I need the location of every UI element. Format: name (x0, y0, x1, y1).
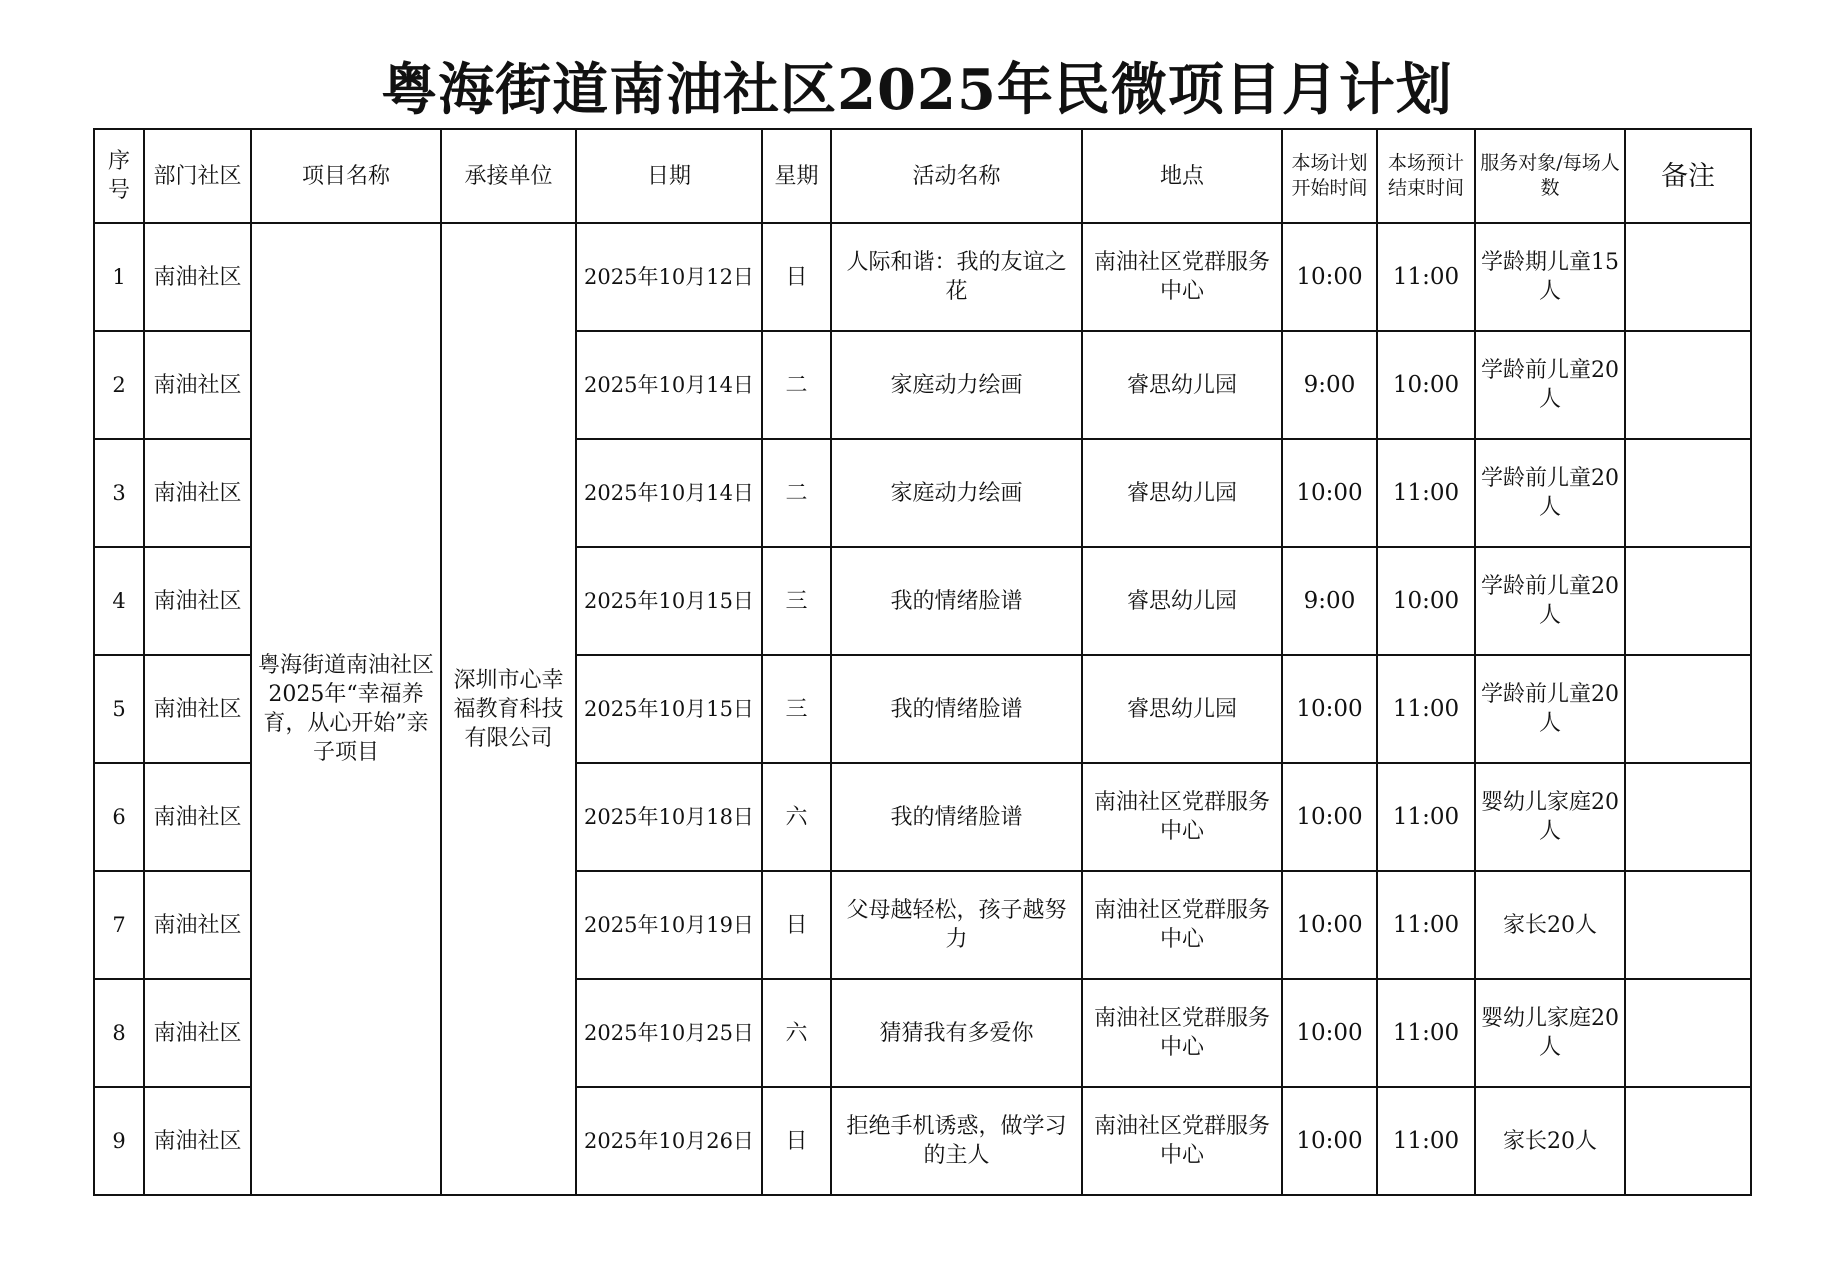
cell-seq: 6 (94, 763, 144, 871)
cell-target: 学龄前儿童20人 (1475, 655, 1625, 763)
cell-weekday: 日 (762, 871, 831, 979)
cell-start-time: 10:00 (1282, 655, 1377, 763)
cell-remark (1625, 547, 1751, 655)
cell-location: 睿思幼儿园 (1082, 331, 1282, 439)
cell-date: 2025年10月18日 (576, 763, 762, 871)
cell-dept: 南油社区 (144, 1087, 251, 1195)
cell-start-time: 10:00 (1282, 871, 1377, 979)
cell-activity: 猜猜我有多爱你 (831, 979, 1082, 1087)
cell-dept: 南油社区 (144, 439, 251, 547)
cell-end-time: 11:00 (1377, 223, 1475, 331)
cell-weekday: 三 (762, 547, 831, 655)
cell-seq: 5 (94, 655, 144, 763)
cell-weekday: 六 (762, 763, 831, 871)
cell-remark (1625, 223, 1751, 331)
header-location: 地点 (1082, 129, 1282, 223)
cell-target: 学龄前儿童20人 (1475, 547, 1625, 655)
cell-seq: 8 (94, 979, 144, 1087)
cell-activity: 人际和谐：我的友谊之花 (831, 223, 1082, 331)
cell-weekday: 二 (762, 331, 831, 439)
header-end-time: 本场预计结束时间 (1377, 129, 1475, 223)
cell-location: 睿思幼儿园 (1082, 439, 1282, 547)
cell-target: 学龄期儿童15人 (1475, 223, 1625, 331)
cell-remark (1625, 871, 1751, 979)
plan-table (93, 128, 1752, 1196)
cell-activity: 我的情绪脸谱 (831, 547, 1082, 655)
cell-weekday: 日 (762, 223, 831, 331)
header-row (94, 129, 1751, 223)
cell-weekday: 三 (762, 655, 831, 763)
header-contractor: 承接单位 (441, 129, 576, 223)
header-weekday: 星期 (762, 129, 831, 223)
cell-date: 2025年10月14日 (576, 331, 762, 439)
cell-end-time: 10:00 (1377, 547, 1475, 655)
cell-location: 南油社区党群服务中心 (1082, 763, 1282, 871)
cell-date: 2025年10月25日 (576, 979, 762, 1087)
header-date: 日期 (576, 129, 762, 223)
cell-dept: 南油社区 (144, 763, 251, 871)
cell-end-time: 10:00 (1377, 331, 1475, 439)
cell-target: 学龄前儿童20人 (1475, 439, 1625, 547)
cell-dept: 南油社区 (144, 979, 251, 1087)
cell-activity: 我的情绪脸谱 (831, 655, 1082, 763)
cell-date: 2025年10月26日 (576, 1087, 762, 1195)
cell-dept: 南油社区 (144, 547, 251, 655)
cell-start-time: 10:00 (1282, 979, 1377, 1087)
cell-remark (1625, 1087, 1751, 1195)
cell-target: 婴幼儿家庭20人 (1475, 979, 1625, 1087)
cell-activity: 家庭动力绘画 (831, 439, 1082, 547)
cell-project-name: 粤海街道南油社区 2025年“幸福养育，从心开始”亲子项目 (251, 223, 441, 1195)
cell-location: 南油社区党群服务中心 (1082, 979, 1282, 1087)
cell-activity: 父母越轻松，孩子越努力 (831, 871, 1082, 979)
header-activity: 活动名称 (831, 129, 1082, 223)
cell-target: 婴幼儿家庭20人 (1475, 763, 1625, 871)
cell-target: 家长20人 (1475, 871, 1625, 979)
cell-end-time: 11:00 (1377, 979, 1475, 1087)
cell-seq: 7 (94, 871, 144, 979)
header-seq: 序号 (94, 129, 144, 223)
cell-location: 南油社区党群服务中心 (1082, 1087, 1282, 1195)
cell-dept: 南油社区 (144, 655, 251, 763)
cell-location: 睿思幼儿园 (1082, 655, 1282, 763)
cell-weekday: 六 (762, 979, 831, 1087)
cell-location: 南油社区党群服务中心 (1082, 223, 1282, 331)
cell-seq: 9 (94, 1087, 144, 1195)
cell-activity: 家庭动力绘画 (831, 331, 1082, 439)
cell-end-time: 11:00 (1377, 1087, 1475, 1195)
cell-date: 2025年10月15日 (576, 655, 762, 763)
header-target: 服务对象/每场人数 (1475, 129, 1625, 223)
table-row (94, 223, 1751, 331)
cell-date: 2025年10月19日 (576, 871, 762, 979)
cell-activity: 我的情绪脸谱 (831, 763, 1082, 871)
cell-contractor: 深圳市心幸福教育科技有限公司 (441, 223, 576, 1195)
cell-start-time: 10:00 (1282, 1087, 1377, 1195)
cell-date: 2025年10月15日 (576, 547, 762, 655)
cell-activity: 拒绝手机诱惑，做学习的主人 (831, 1087, 1082, 1195)
header-remark: 备注 (1625, 129, 1751, 223)
cell-start-time: 10:00 (1282, 763, 1377, 871)
cell-target: 家长20人 (1475, 1087, 1625, 1195)
header-start-time: 本场计划开始时间 (1282, 129, 1377, 223)
cell-remark (1625, 763, 1751, 871)
cell-dept: 南油社区 (144, 871, 251, 979)
cell-target: 学龄前儿童20人 (1475, 331, 1625, 439)
cell-end-time: 11:00 (1377, 763, 1475, 871)
cell-seq: 2 (94, 331, 144, 439)
cell-seq: 3 (94, 439, 144, 547)
header-project: 项目名称 (251, 129, 441, 223)
header-dept: 部门社区 (144, 129, 251, 223)
cell-end-time: 11:00 (1377, 871, 1475, 979)
cell-remark (1625, 331, 1751, 439)
cell-dept: 南油社区 (144, 331, 251, 439)
cell-end-time: 11:00 (1377, 439, 1475, 547)
cell-start-time: 9:00 (1282, 547, 1377, 655)
cell-start-time: 9:00 (1282, 331, 1377, 439)
cell-weekday: 二 (762, 439, 831, 547)
cell-remark (1625, 979, 1751, 1087)
cell-date: 2025年10月14日 (576, 439, 762, 547)
cell-end-time: 11:00 (1377, 655, 1475, 763)
cell-start-time: 10:00 (1282, 223, 1377, 331)
cell-seq: 4 (94, 547, 144, 655)
cell-remark (1625, 439, 1751, 547)
cell-weekday: 日 (762, 1087, 831, 1195)
page-title: 粤海街道南油社区2025年民微项目月计划 (381, 57, 1453, 123)
cell-remark (1625, 655, 1751, 763)
cell-location: 南油社区党群服务中心 (1082, 871, 1282, 979)
cell-date: 2025年10月12日 (576, 223, 762, 331)
cell-location: 睿思幼儿园 (1082, 547, 1282, 655)
cell-seq: 1 (94, 223, 144, 331)
cell-dept: 南油社区 (144, 223, 251, 331)
cell-start-time: 10:00 (1282, 439, 1377, 547)
